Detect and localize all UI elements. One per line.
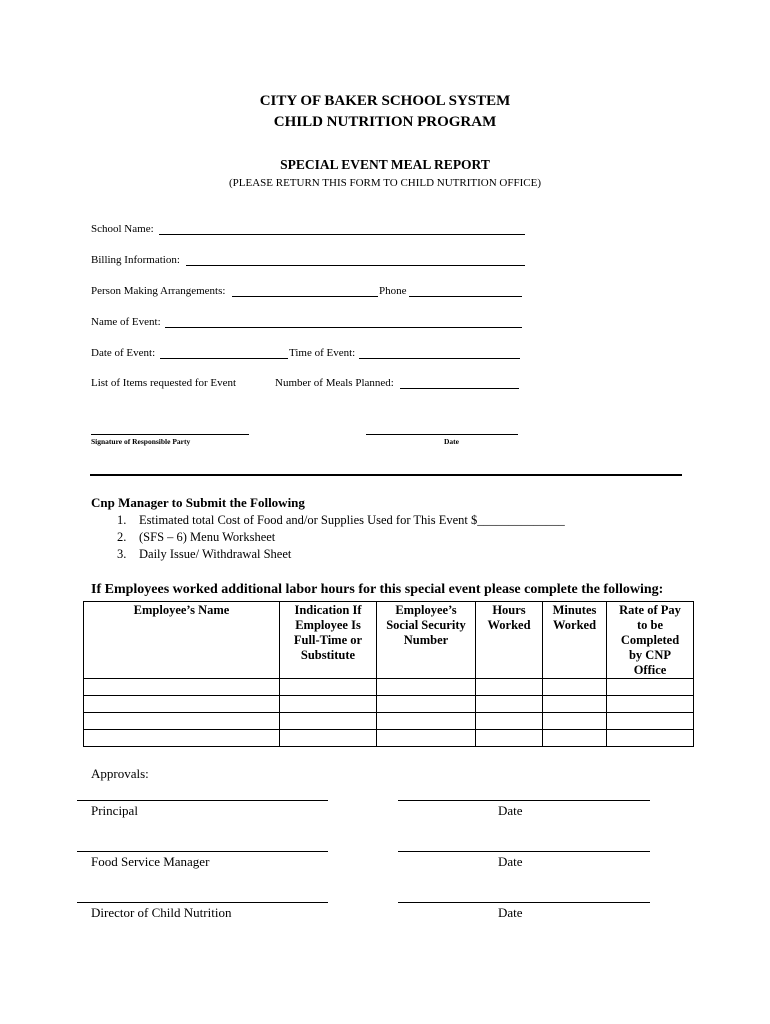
cell[interactable] bbox=[377, 730, 476, 747]
cell[interactable] bbox=[84, 679, 280, 696]
cell[interactable] bbox=[543, 696, 607, 713]
cell[interactable] bbox=[84, 713, 280, 730]
col-rate: Rate of Pay to be Completed by CNP Office bbox=[607, 602, 694, 679]
food-manager-date-line[interactable] bbox=[398, 851, 650, 852]
cnp-item-1: Estimated total Cost of Food and/or Supplies Used for This Event $______________ bbox=[139, 513, 565, 527]
phone-line[interactable] bbox=[409, 296, 522, 297]
cell[interactable] bbox=[476, 696, 543, 713]
principal-line[interactable] bbox=[77, 800, 328, 801]
director-line[interactable] bbox=[77, 902, 328, 903]
cell[interactable] bbox=[377, 713, 476, 730]
principal-label: Principal bbox=[91, 803, 138, 818]
table-row[interactable] bbox=[84, 696, 694, 713]
cell[interactable] bbox=[476, 713, 543, 730]
food-manager-line[interactable] bbox=[77, 851, 328, 852]
food-manager-date-label: Date bbox=[498, 854, 523, 869]
director-date-line[interactable] bbox=[398, 902, 650, 903]
signature-line[interactable] bbox=[91, 434, 249, 435]
section-divider bbox=[90, 474, 682, 476]
cnp-item-3: Daily Issue/ Withdrawal Sheet bbox=[139, 547, 292, 561]
person-label: Person Making Arrangements: bbox=[91, 285, 226, 297]
approvals-label: Approvals: bbox=[91, 766, 149, 781]
cell[interactable] bbox=[84, 696, 280, 713]
principal-date-label: Date bbox=[498, 803, 523, 818]
date-event-label: Date of Event: bbox=[91, 347, 156, 359]
billing-line[interactable] bbox=[186, 265, 525, 266]
employees-heading: If Employees worked additional labor hours for this special event please complete the following: bbox=[91, 582, 664, 597]
cnp-item-2-number: 2. bbox=[117, 530, 127, 544]
col-employee-name: Employee’s Name bbox=[84, 602, 280, 679]
employees-table bbox=[83, 601, 694, 747]
cell[interactable] bbox=[280, 713, 377, 730]
phone-label: Phone bbox=[379, 285, 407, 297]
table-row[interactable] bbox=[84, 730, 694, 747]
col-indication: Indication If Employee Is Full-Time or Substitute bbox=[280, 602, 377, 679]
cell[interactable] bbox=[377, 679, 476, 696]
signature-label: Signature of Responsible Party bbox=[91, 437, 191, 446]
food-manager-label: Food Service Manager bbox=[91, 854, 210, 869]
principal-date-line[interactable] bbox=[398, 800, 650, 801]
header-line1: CITY OF BAKER SCHOOL SYSTEM bbox=[259, 93, 511, 109]
col-minutes: Minutes Worked bbox=[543, 602, 607, 679]
items-label: List of Items requested for Event bbox=[91, 377, 237, 389]
cell[interactable] bbox=[280, 679, 377, 696]
cnp-item-3-number: 3. bbox=[117, 547, 127, 561]
person-line[interactable] bbox=[232, 296, 378, 297]
cell[interactable] bbox=[84, 730, 280, 747]
time-event-label: Time of Event: bbox=[289, 347, 356, 359]
event-name-line[interactable] bbox=[165, 327, 522, 328]
school-name-line[interactable] bbox=[159, 234, 525, 235]
signature-date-label: Date bbox=[444, 437, 459, 446]
cell[interactable] bbox=[607, 696, 694, 713]
billing-label: Billing Information: bbox=[91, 254, 180, 266]
director-label: Director of Child Nutrition bbox=[91, 905, 232, 920]
cell[interactable] bbox=[476, 679, 543, 696]
school-name-label: School Name: bbox=[91, 223, 154, 235]
cnp-heading: Cnp Manager to Submit the Following bbox=[91, 495, 305, 510]
signature-date-line[interactable] bbox=[366, 434, 518, 435]
meals-line[interactable] bbox=[400, 388, 519, 389]
cell[interactable] bbox=[543, 679, 607, 696]
table-header-row bbox=[84, 602, 694, 679]
cell[interactable] bbox=[543, 730, 607, 747]
cell[interactable] bbox=[607, 730, 694, 747]
form-title: SPECIAL EVENT MEAL REPORT bbox=[280, 157, 490, 172]
meals-label: Number of Meals Planned: bbox=[275, 377, 394, 389]
director-date-label: Date bbox=[498, 905, 523, 920]
event-name-label: Name of Event: bbox=[91, 316, 161, 328]
cell[interactable] bbox=[476, 730, 543, 747]
cell[interactable] bbox=[280, 696, 377, 713]
cell[interactable] bbox=[607, 713, 694, 730]
col-hours: Hours Worked bbox=[476, 602, 543, 679]
header-line2: CHILD NUTRITION PROGRAM bbox=[273, 114, 497, 130]
form-subtitle: (PLEASE RETURN THIS FORM TO CHILD NUTRITION OFFICE) bbox=[229, 177, 541, 189]
cell[interactable] bbox=[607, 679, 694, 696]
time-event-line[interactable] bbox=[359, 358, 520, 359]
cnp-item-1-number: 1. bbox=[117, 513, 127, 527]
table-row[interactable] bbox=[84, 679, 694, 696]
date-event-line[interactable] bbox=[160, 358, 288, 359]
cell[interactable] bbox=[543, 713, 607, 730]
cell[interactable] bbox=[280, 730, 377, 747]
cnp-item-2: (SFS – 6) Menu Worksheet bbox=[139, 530, 276, 544]
table-row[interactable] bbox=[84, 713, 694, 730]
col-ssn: Employee’s Social Security Number bbox=[377, 602, 476, 679]
cell[interactable] bbox=[377, 696, 476, 713]
